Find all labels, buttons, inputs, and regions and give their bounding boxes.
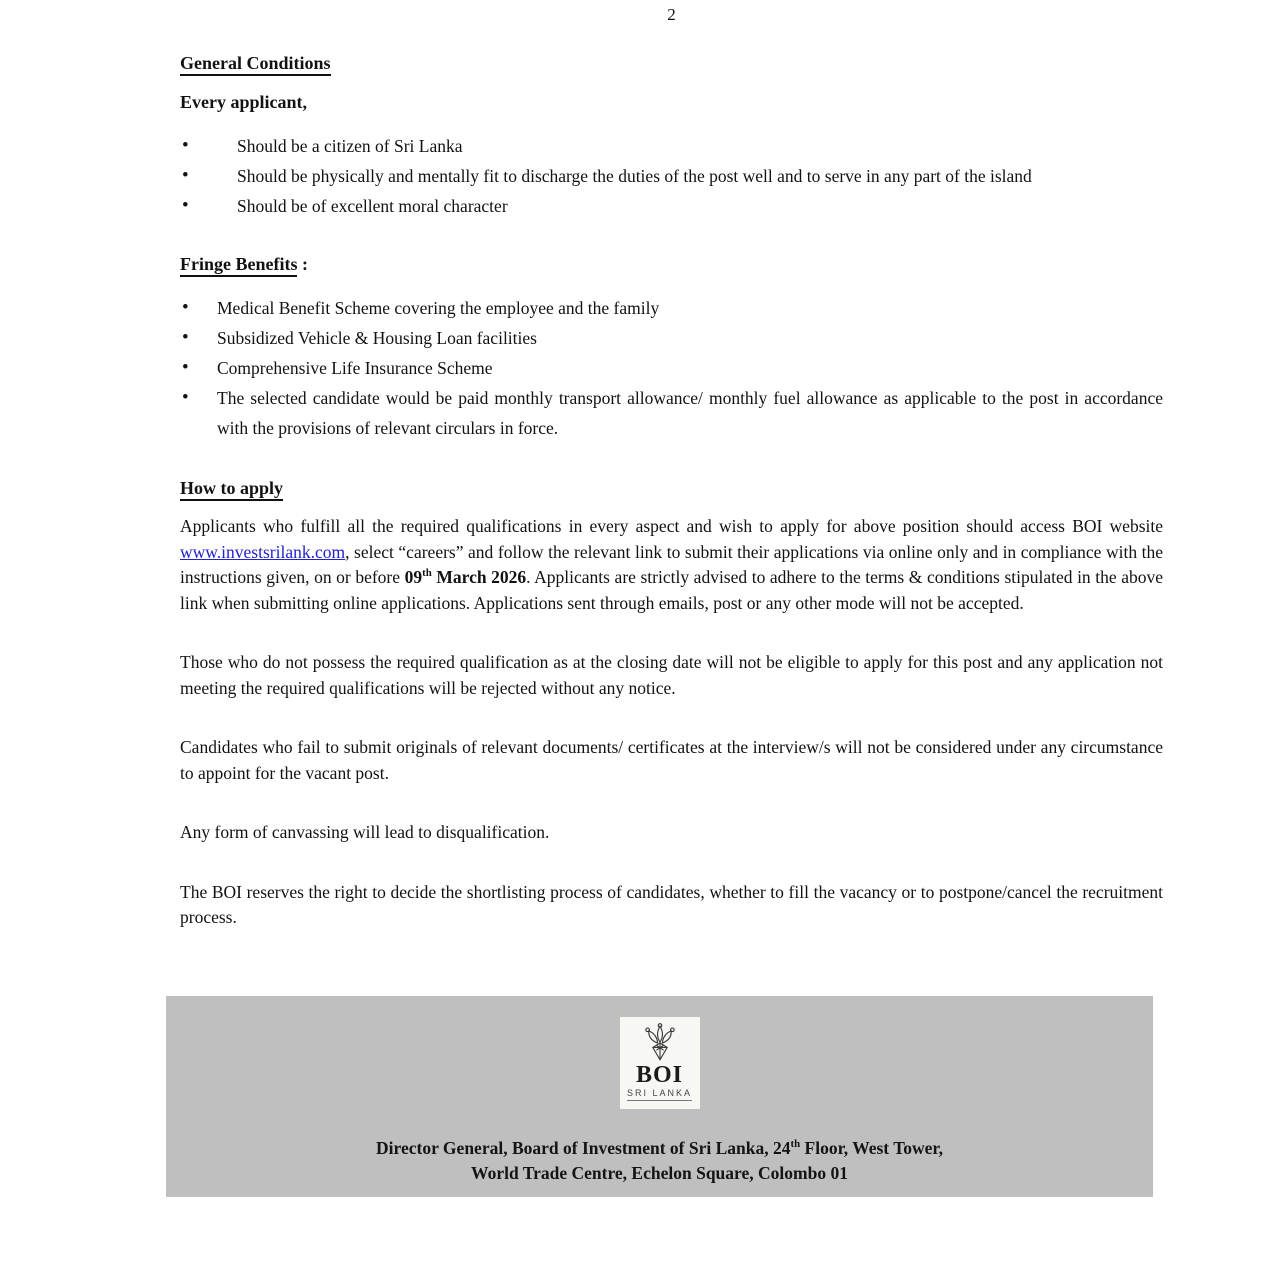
shortlisting-notice-paragraph: The BOI reserves the right to decide the shortlisting process of candidates, whether to fill the vacancy or to postpone/cancel the recruitment process. [180, 881, 1163, 927]
boi-logo [620, 1017, 700, 1109]
qualification-notice-paragraph: Those who do not possess the required qualification as at the closing date will not be eligible to apply for this post and any application not meeting the required qualifications will be rejected without any notice. [180, 652, 1163, 698]
list-item: • The selected candidate would be paid monthly transport allowance/ monthly fuel allowance as applicable to the post in accordance with the provisions of relevant circulars in force. [180, 383, 1163, 443]
footer-address-line1: Director General, Board of Investment of Sri Lanka, 24th Floor, West Tower, [376, 1137, 943, 1158]
footer-address [166, 1136, 1153, 1186]
boi-logo-acronym: BOI [635, 1061, 683, 1088]
document-content [180, 53, 1163, 931]
boi-website-link[interactable]: www.investsrilank.com [180, 541, 346, 562]
fringe-benefits-colon: : [297, 254, 308, 274]
list-item: • Medical Benefit Scheme covering the employee and the family [180, 293, 1163, 323]
documents-notice-paragraph: Candidates who fail to submit originals of relevant documents/ certificates at the interview/s will not be considered under any circumstance to appoint for the vacant post. [180, 737, 1163, 783]
boi-emblem-icon [636, 1023, 684, 1063]
list-item: • Should be of excellent moral character [180, 191, 1163, 221]
footer-banner [166, 996, 1153, 1197]
general-conditions-heading: General Conditions [180, 53, 1163, 74]
boi-logo-country: SRI LANKA [627, 1088, 692, 1101]
apply-instructions-paragraph: Applicants who fulfill all the required qualifications in every aspect and wish to apply for above position should access BOI website www.investsrilank.com, select “careers” and follow the relevant link to submit their applications via online only and in compliance with the instructions given, on or before 09th March 2026. Applicants are strictly advised to adhere to the terms & conditions stipulated in the above link when submitting online applications. Applications sent through emails, post or any other mode will not be accepted. [180, 516, 1164, 613]
fringe-benefits-heading: Fringe Benefits : [180, 254, 1163, 275]
general-conditions-list [180, 131, 1163, 221]
every-applicant-label: Every applicant, [180, 92, 308, 112]
list-item: • Comprehensive Life Insurance Scheme [180, 353, 1163, 383]
fringe-benefits-list [180, 293, 1163, 443]
list-item: • Subsidized Vehicle & Housing Loan facilities [180, 323, 1163, 353]
list-item: • Should be physically and mentally fit to discharge the duties of the post well and to serve in any part of the island [180, 161, 1163, 191]
list-item: • Should be a citizen of Sri Lanka [180, 131, 1163, 161]
how-to-apply-heading: How to apply [180, 478, 1163, 499]
page-number: 2 [667, 5, 676, 24]
canvassing-notice-paragraph: Any form of canvassing will lead to disqualification. [180, 822, 550, 842]
footer-address-line2: World Trade Centre, Echelon Square, Colombo 01 [471, 1162, 848, 1183]
closing-date: 09th March 2026 [404, 567, 527, 587]
